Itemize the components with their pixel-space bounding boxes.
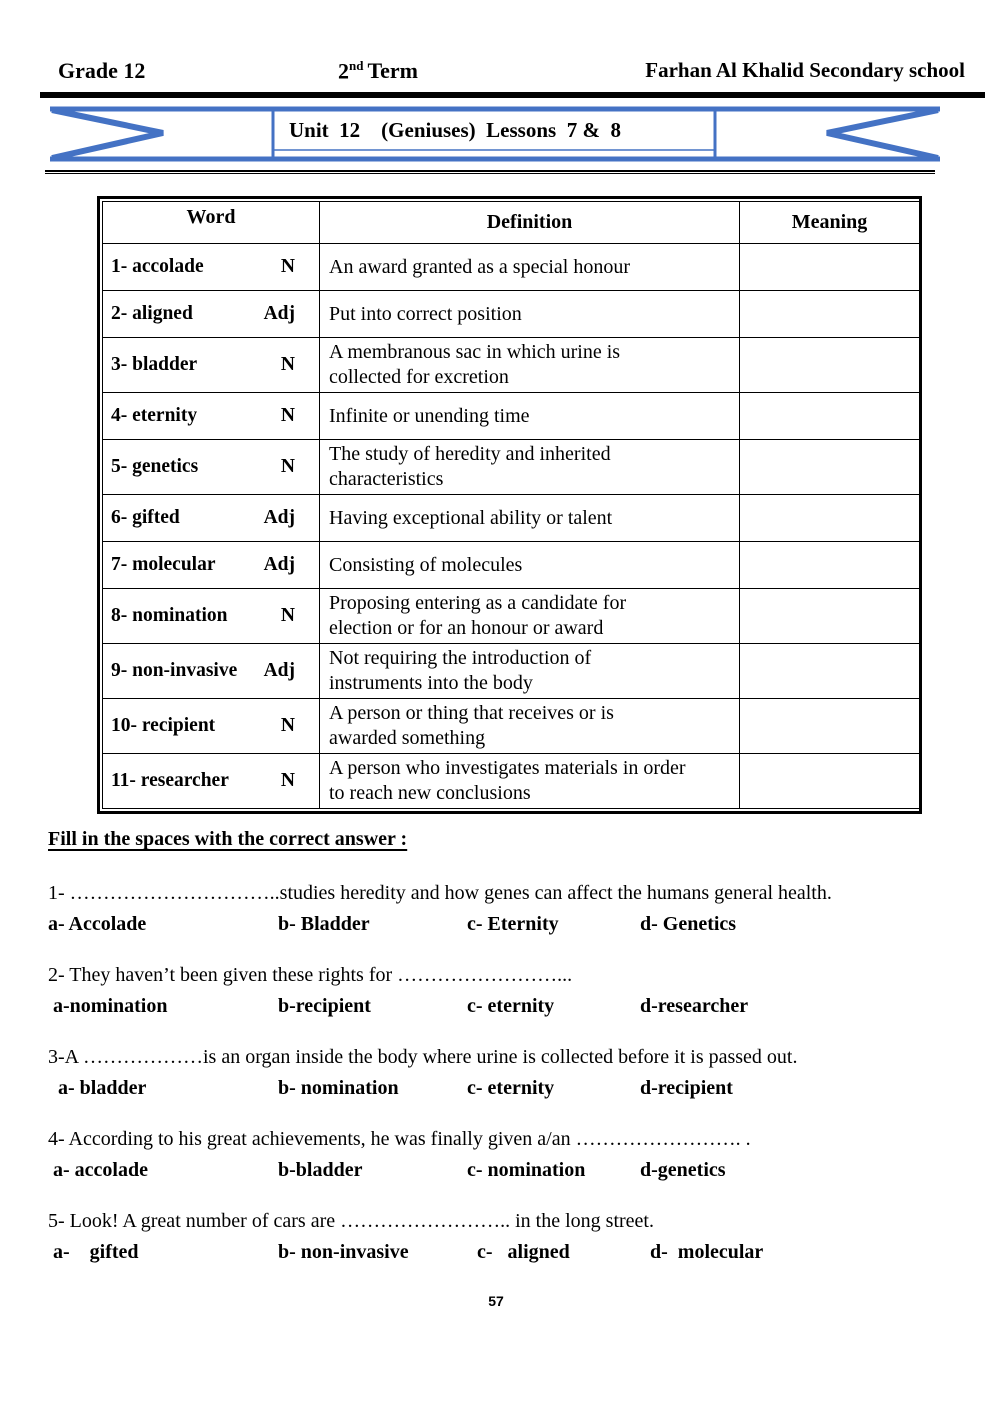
- meaning-cell: [740, 244, 920, 291]
- option-row: [48, 1075, 960, 1102]
- option-b: b- nomination: [278, 1077, 399, 1099]
- option-row: [48, 1157, 960, 1184]
- option-c: c- Eternity: [467, 913, 559, 935]
- word-text: 1- accolade: [111, 256, 204, 277]
- word-text: 11- researcher: [111, 770, 229, 791]
- word-pos: Adj: [263, 303, 295, 324]
- question-text: 3-A ………………is an organ inside the body where urine is collected before it is passed out.: [48, 1046, 798, 1068]
- option-d: d-genetics: [640, 1159, 726, 1181]
- meaning-cell: [740, 644, 920, 699]
- table-row: [103, 699, 920, 754]
- option-row: [48, 993, 960, 1020]
- word-pos: Adj: [263, 660, 295, 681]
- table-row: [103, 440, 920, 495]
- word-text: 2- aligned: [111, 303, 193, 324]
- table-row: [103, 291, 920, 338]
- definition-text: The study of heredity and inherited characteristics: [320, 440, 740, 495]
- option-d: d-recipient: [640, 1077, 733, 1099]
- definition-text: Infinite or unending time: [320, 393, 740, 440]
- option-d: d-researcher: [640, 995, 749, 1017]
- term-label: [338, 58, 418, 84]
- meaning-cell: [740, 589, 920, 644]
- meaning-cell: [740, 338, 920, 393]
- question-block: [48, 1126, 960, 1184]
- school-name: Farhan Al Khalid Secondary school: [645, 58, 965, 82]
- grade-label: Grade 12: [58, 58, 146, 83]
- table-row: [103, 542, 920, 589]
- word-pos: N: [280, 715, 295, 736]
- question-text: 1- …………………………..studies heredity and how genes can affect the humans general health.: [48, 882, 832, 904]
- word-pos: N: [280, 405, 295, 426]
- option-a: a- Accolade: [48, 913, 147, 935]
- option-row: [48, 911, 960, 938]
- term-ordinal-suffix: nd: [349, 58, 364, 73]
- question-block: [48, 880, 960, 938]
- unit-title: Unit 12 (Geniuses) Lessons 7 & 8: [289, 117, 621, 142]
- fill-in-exercise: [48, 826, 960, 1290]
- term-number: 2: [338, 58, 349, 84]
- word-pos: N: [280, 354, 295, 375]
- meaning-cell: [740, 754, 920, 809]
- definition-text: Consisting of molecules: [320, 542, 740, 589]
- option-row: [48, 1239, 960, 1266]
- question-block: [48, 1208, 960, 1266]
- word-pos: N: [280, 605, 295, 626]
- option-d: d- molecular: [640, 1241, 764, 1263]
- table-row: [103, 589, 920, 644]
- option-c: c- eternity: [467, 995, 555, 1017]
- option-a: a- accolade: [48, 1159, 148, 1181]
- meaning-cell: [740, 440, 920, 495]
- word-pos: Adj: [263, 507, 295, 528]
- vocab-table: [97, 196, 922, 814]
- option-c: c- nomination: [467, 1159, 586, 1181]
- definition-text: Put into correct position: [320, 291, 740, 338]
- word-text: 4- eternity: [111, 405, 198, 426]
- col-header-word: Word: [103, 202, 320, 244]
- question-text: 4- According to his great achievements, he was finally given a/an ……………………. .: [48, 1128, 751, 1150]
- word-pos: N: [280, 256, 295, 277]
- page-number: 57: [488, 1293, 504, 1309]
- option-a: a- gifted: [48, 1241, 139, 1263]
- word-text: 3- bladder: [111, 354, 198, 375]
- definition-text: A person who investigates materials in order to reach new conclusions: [320, 754, 740, 809]
- definition-text: A person or thing that receives or is awarded something: [320, 699, 740, 754]
- table-header-row: [103, 202, 920, 244]
- option-b: b-bladder: [278, 1159, 363, 1181]
- table-row: [103, 338, 920, 393]
- option-b: b- Bladder: [278, 913, 370, 935]
- table-row: [103, 495, 920, 542]
- word-text: 10- recipient: [111, 715, 216, 736]
- word-text: 6- gifted: [111, 507, 180, 528]
- table-row: [103, 644, 920, 699]
- question-text: 2- They haven’t been given these rights for ……………………...: [48, 964, 573, 986]
- header-rule: [40, 92, 985, 98]
- option-c: c- aligned: [467, 1241, 570, 1263]
- definition-text: Having exceptional ability or talent: [320, 495, 740, 542]
- option-a: a- bladder: [48, 1077, 147, 1099]
- option-c: c- eternity: [467, 1077, 555, 1099]
- unit-banner: [50, 103, 940, 165]
- question-block: [48, 962, 960, 1020]
- word-pos: N: [280, 770, 295, 791]
- term-word: Term: [367, 58, 418, 84]
- meaning-cell: [740, 542, 920, 589]
- right-chevron-icon: [827, 110, 938, 158]
- table-row: [103, 754, 920, 809]
- col-header-definition: Definition: [320, 202, 740, 244]
- questions: [48, 880, 960, 1266]
- meaning-cell: [740, 495, 920, 542]
- word-pos: Adj: [263, 554, 295, 575]
- word-text: 7- molecular: [111, 554, 216, 575]
- meaning-cell: [740, 699, 920, 754]
- table-row: [103, 393, 920, 440]
- vocab-table-body: [103, 244, 920, 809]
- option-b: b-recipient: [278, 995, 371, 1017]
- option-b: b- non-invasive: [278, 1241, 409, 1263]
- banner-underline: [45, 170, 935, 174]
- left-chevron-icon: [52, 110, 163, 158]
- word-pos: N: [280, 456, 295, 477]
- definition-text: An award granted as a special honour: [320, 244, 740, 291]
- col-header-meaning: Meaning: [740, 202, 920, 244]
- word-text: 8- nomination: [111, 605, 228, 626]
- meaning-cell: [740, 393, 920, 440]
- word-text: 9- non-invasive: [111, 660, 238, 681]
- definition-text: Proposing entering as a candidate for election or for an honour or award: [320, 589, 740, 644]
- definition-text: Not requiring the introduction of instruments into the body: [320, 644, 740, 699]
- word-text: 5- genetics: [111, 456, 199, 477]
- exercise-title: Fill in the spaces with the correct answer :: [48, 828, 408, 850]
- table-row: [103, 244, 920, 291]
- meaning-cell: [740, 291, 920, 338]
- definition-text: A membranous sac in which urine is collected for excretion: [320, 338, 740, 393]
- question-block: [48, 1044, 960, 1102]
- option-a: a-nomination: [48, 995, 168, 1017]
- option-d: d- Genetics: [640, 913, 737, 935]
- question-text: 5- Look! A great number of cars are …………………….. in the long street.: [48, 1210, 654, 1232]
